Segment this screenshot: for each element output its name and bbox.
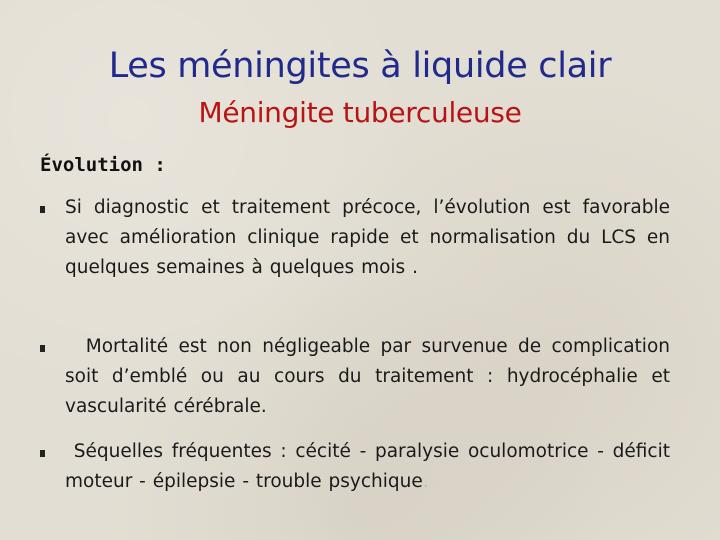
slide-subtitle: Méningite tuberculeuse (198, 96, 522, 129)
bullet-text (65, 332, 677, 422)
trailing-dot: . (422, 471, 429, 492)
slide-title: Les méningites à liquide clair (108, 46, 612, 86)
square-bullet-icon (40, 345, 45, 352)
section-heading: Évolution : (40, 154, 166, 176)
bullet-text-content: Mortalité est non négligeable par survenue de complication soit d’emblé ou au cours du traitement : hydrocéphalie et vascularité cérébrale. (65, 336, 677, 417)
bullet-text: Si diagnostic et traitement précoce, l’évolution est favorable avec amélioration clinique rapide et normalisation du LCS en quelques semaines à quelques mois . (65, 197, 670, 278)
bullet-text-content: Séquelles fréquentes : cécité - paralysie oculomotrice - déficit moteur - épilepsie - trouble psychique (65, 441, 677, 492)
square-bullet-icon (40, 450, 45, 457)
square-bullet-icon (40, 206, 45, 213)
bullet-text (65, 437, 677, 497)
